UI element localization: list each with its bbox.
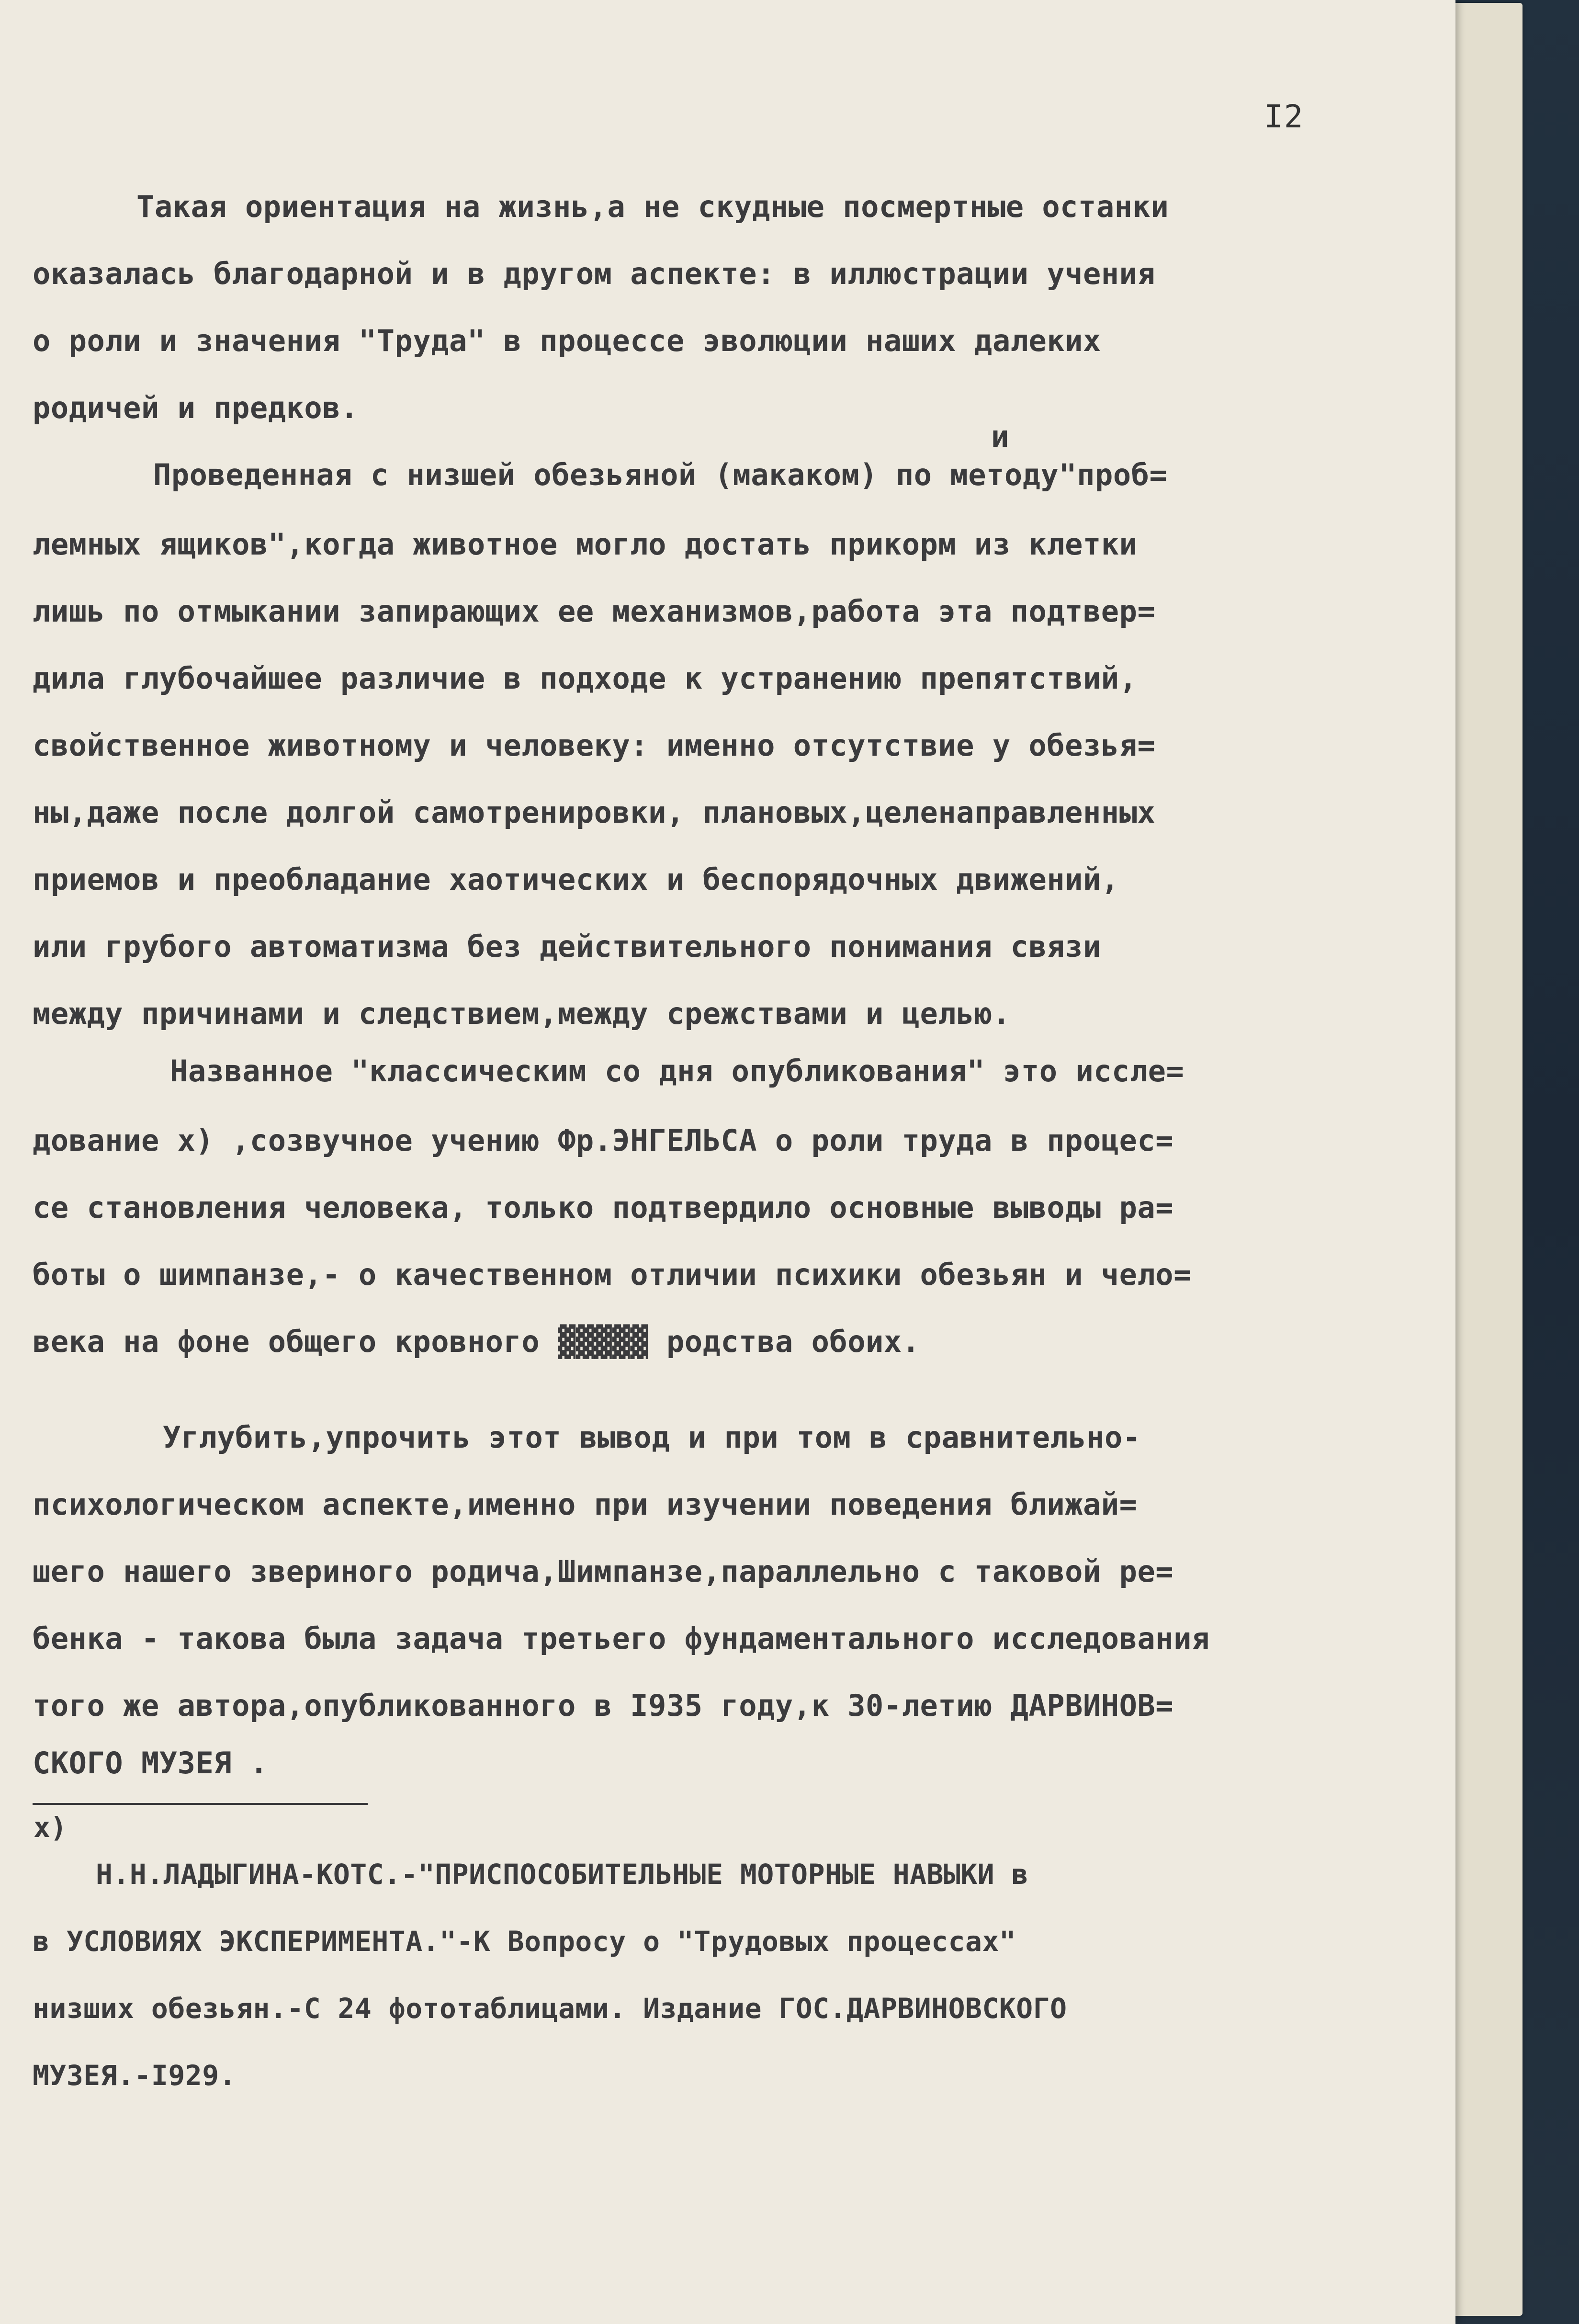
text-line: родичей и предков. (33, 390, 359, 425)
text-line: века на фоне общего кровного ▓▓▓▓▓ родства обоих. (33, 1324, 920, 1359)
text-line: оказалась благодарной и в другом аспекте: в иллюстрации учения (33, 256, 1156, 291)
handwritten-insertion: и (991, 419, 1009, 454)
text-line: или грубого автоматизма без действительного понимания связи (33, 929, 1101, 964)
text-line: о роли и значения "Труда" в процессе эволюции наших далеких (33, 323, 1101, 358)
footnote-divider (33, 1803, 368, 1805)
text-line: бенка - такова была задача третьего фундаментального исследования (33, 1621, 1210, 1656)
text-line: свойственное животному и человеку: именно отсутствие у обезья= (33, 728, 1156, 763)
text-line: боты о шимпанзе,- о качественном отличии психики обезьян и чело= (33, 1257, 1192, 1292)
text-line: Углубить,упрочить этот вывод и при том в сравнительно- (163, 1420, 1141, 1455)
text-line: дование x) ,созвучное учению Фр.ЭНГЕЛЬСА о роли труда в процес= (33, 1123, 1174, 1158)
page-number: I2 (1264, 98, 1304, 135)
text-line: ны,даже после долгой самотренировки, плановых,целенаправленных (33, 795, 1156, 830)
text-line: психологическом аспекте,именно при изучении поведения ближай= (33, 1487, 1138, 1522)
footnote-mark: x) (34, 1811, 67, 1844)
text-line: Проведенная с низшей обезьяной (макаком) по методу"проб= (153, 457, 1168, 492)
footnote-line: Н.Н.ЛАДЫГИНА-КОТС.-"ПРИСПОСОБИТЕЛЬНЫЕ МОТОРНЫЕ НАВЫКИ в (96, 1858, 1029, 1891)
text-line: СКОГО МУЗЕЯ . (33, 1746, 268, 1780)
text-line: се становления человека, только подтвердило основные выводы ра= (33, 1190, 1174, 1225)
footnote-line: в УСЛОВИЯХ ЭКСПЕРИМЕНТА."-К Вопросу о "Трудовых процессах" (33, 1925, 1016, 1958)
text-line: дила глубочайшее различие в подходе к устранению препятствий, (33, 661, 1138, 696)
text-line: Такая ориентация на жизнь,а не скудные посмертные останки (136, 189, 1169, 224)
text-line: шего нашего звериного родича,Шимпанзе,параллельно с таковой ре= (33, 1554, 1174, 1589)
text-line: между причинами и следствием,между срежствами и целью. (33, 996, 1011, 1031)
text-line: лемных ящиков",когда животное могло достать прикорм из клетки (33, 527, 1138, 562)
text-line: Названное "классическим со дня опубликования" это иссле= (170, 1054, 1184, 1088)
text-line: лишь по отмыкании запирающих ее механизмов,работа эта подтвер= (33, 594, 1156, 629)
text-line: того же автора,опубликованного в I935 году,к 30-летию ДАРВИНОВ= (33, 1688, 1174, 1723)
footnote-line: МУЗЕЯ.-I929. (33, 2059, 237, 2092)
text-line: приемов и преобладание хаотических и беспорядочных движений, (33, 862, 1119, 897)
footnote-line: низших обезьян.-С 24 фототаблицами. Издание ГОС.ДАРВИНОВСКОГО (33, 1992, 1067, 2025)
